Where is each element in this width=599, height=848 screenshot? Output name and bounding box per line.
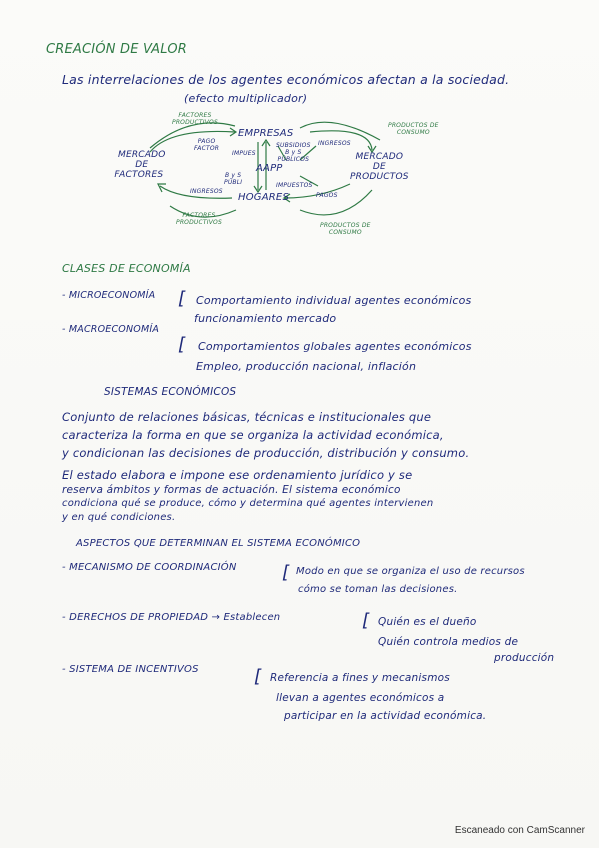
ingresos-bottom-label: INGRESOS xyxy=(190,188,223,195)
prop-item-1: Quién es el dueño xyxy=(378,616,477,628)
ingresos-top-label: INGRESOS xyxy=(318,140,351,147)
mercado-factores-node: MERCADO DE FACTORES xyxy=(114,150,166,180)
subsidios-label: SUBSIDIOS B y S PÚBLICOS xyxy=(276,142,311,163)
impuestos-left-label: IMPUES xyxy=(232,150,256,157)
sistemas-p1-l1: Conjunto de relaciones básicas, técnicas e institucionales que xyxy=(62,410,432,424)
sistemas-p2-l1: El estado elabora e impone ese ordenamiento jurídico y se xyxy=(62,468,413,482)
pago-factores-label: PAGO FACTOR xyxy=(194,138,220,152)
sistemas-heading: SISTEMAS ECONÓMICOS xyxy=(104,386,237,398)
sistemas-p1-l3: y condicionan las decisiones de producción, distribución y consumo. xyxy=(62,446,470,460)
micro-bracket: [ xyxy=(178,288,186,309)
productos-consumo-bottom: PRODUCTOS DE CONSUMO xyxy=(320,222,371,236)
macro-label: - MACROECONOMÍA xyxy=(62,324,160,335)
aapp-node: AAPP xyxy=(256,163,283,174)
pagos-label: PAGOS xyxy=(316,192,338,199)
micro-label: - MICROECONOMÍA xyxy=(62,290,156,301)
intro-line-2: (efecto multiplicador) xyxy=(184,92,308,105)
inc-label: - SISTEMA DE INCENTIVOS xyxy=(62,664,199,675)
empresas-node: EMPRESAS xyxy=(238,128,294,139)
coord-item-2: cómo se toman las decisiones. xyxy=(298,584,458,595)
micro-item-2: funcionamiento mercado xyxy=(194,312,337,325)
inc-item-2: llevan a agentes económicos a xyxy=(276,692,445,704)
arrow-outer-top-left xyxy=(150,123,235,148)
inc-bracket: [ xyxy=(254,666,262,687)
sistemas-p1-l2: caracteriza la forma en que se organiza la actividad económica, xyxy=(62,428,444,442)
macro-item-1: Comportamientos globales agentes económicos xyxy=(198,340,472,353)
page-title: CREACIÓN DE VALOR xyxy=(46,42,187,57)
bys-label: B y S PÚBLI xyxy=(224,172,243,186)
coord-label: - MECANISMO DE COORDINACIÓN xyxy=(62,562,237,573)
factores-productivos-top: FACTORES PRODUCTIVOS xyxy=(172,112,218,126)
sistemas-p2-l2: reserva ámbitos y formas de actuación. El sistema económico xyxy=(62,484,401,496)
productos-consumo-top: PRODUCTOS DE CONSUMO xyxy=(388,122,439,136)
hogares-node: HOGARES xyxy=(238,192,289,203)
prop-item-3: producción xyxy=(494,652,555,664)
coord-item-1: Modo en que se organiza el uso de recursos xyxy=(296,566,525,577)
prop-bracket: [ xyxy=(362,610,370,631)
prop-item-2: Quién controla medios de xyxy=(378,636,519,648)
arrow-factores-to-empresas xyxy=(150,131,235,152)
inc-item-1: Referencia a fines y mecanismos xyxy=(270,672,450,684)
mercado-productos-node: MERCADO DE PRODUCTOS xyxy=(350,152,409,182)
sistemas-p2-l4: y en qué condiciones. xyxy=(62,512,176,523)
factores-productivos-bottom: FACTORES PRODUCTIVOS xyxy=(176,212,222,226)
prop-label: - DERECHOS DE PROPIEDAD → Establecen xyxy=(62,612,281,623)
coord-bracket: [ xyxy=(282,562,290,583)
clases-heading: CLASES DE ECONOMÍA xyxy=(62,262,191,275)
scanner-watermark: Escaneado con CamScanner xyxy=(454,825,585,836)
sistemas-p2-l3: condiciona qué se produce, cómo y determina qué agentes intervienen xyxy=(62,498,434,509)
inc-item-3: participar en la actividad económica. xyxy=(284,710,487,722)
macro-bracket: [ xyxy=(178,334,186,355)
aspectos-heading: ASPECTOS QUE DETERMINAN EL SISTEMA ECONÓMICO xyxy=(76,538,361,549)
economic-flow-diagram xyxy=(0,0,599,260)
intro-line-1: Las interrelaciones de los agentes económicos afectan a la sociedad. xyxy=(62,72,510,87)
macro-item-2: Empleo, producción nacional, inflación xyxy=(196,360,417,373)
micro-item-1: Comportamiento individual agentes económicos xyxy=(196,294,472,307)
impuestos-right-label: IMPUESTOS xyxy=(276,182,313,189)
